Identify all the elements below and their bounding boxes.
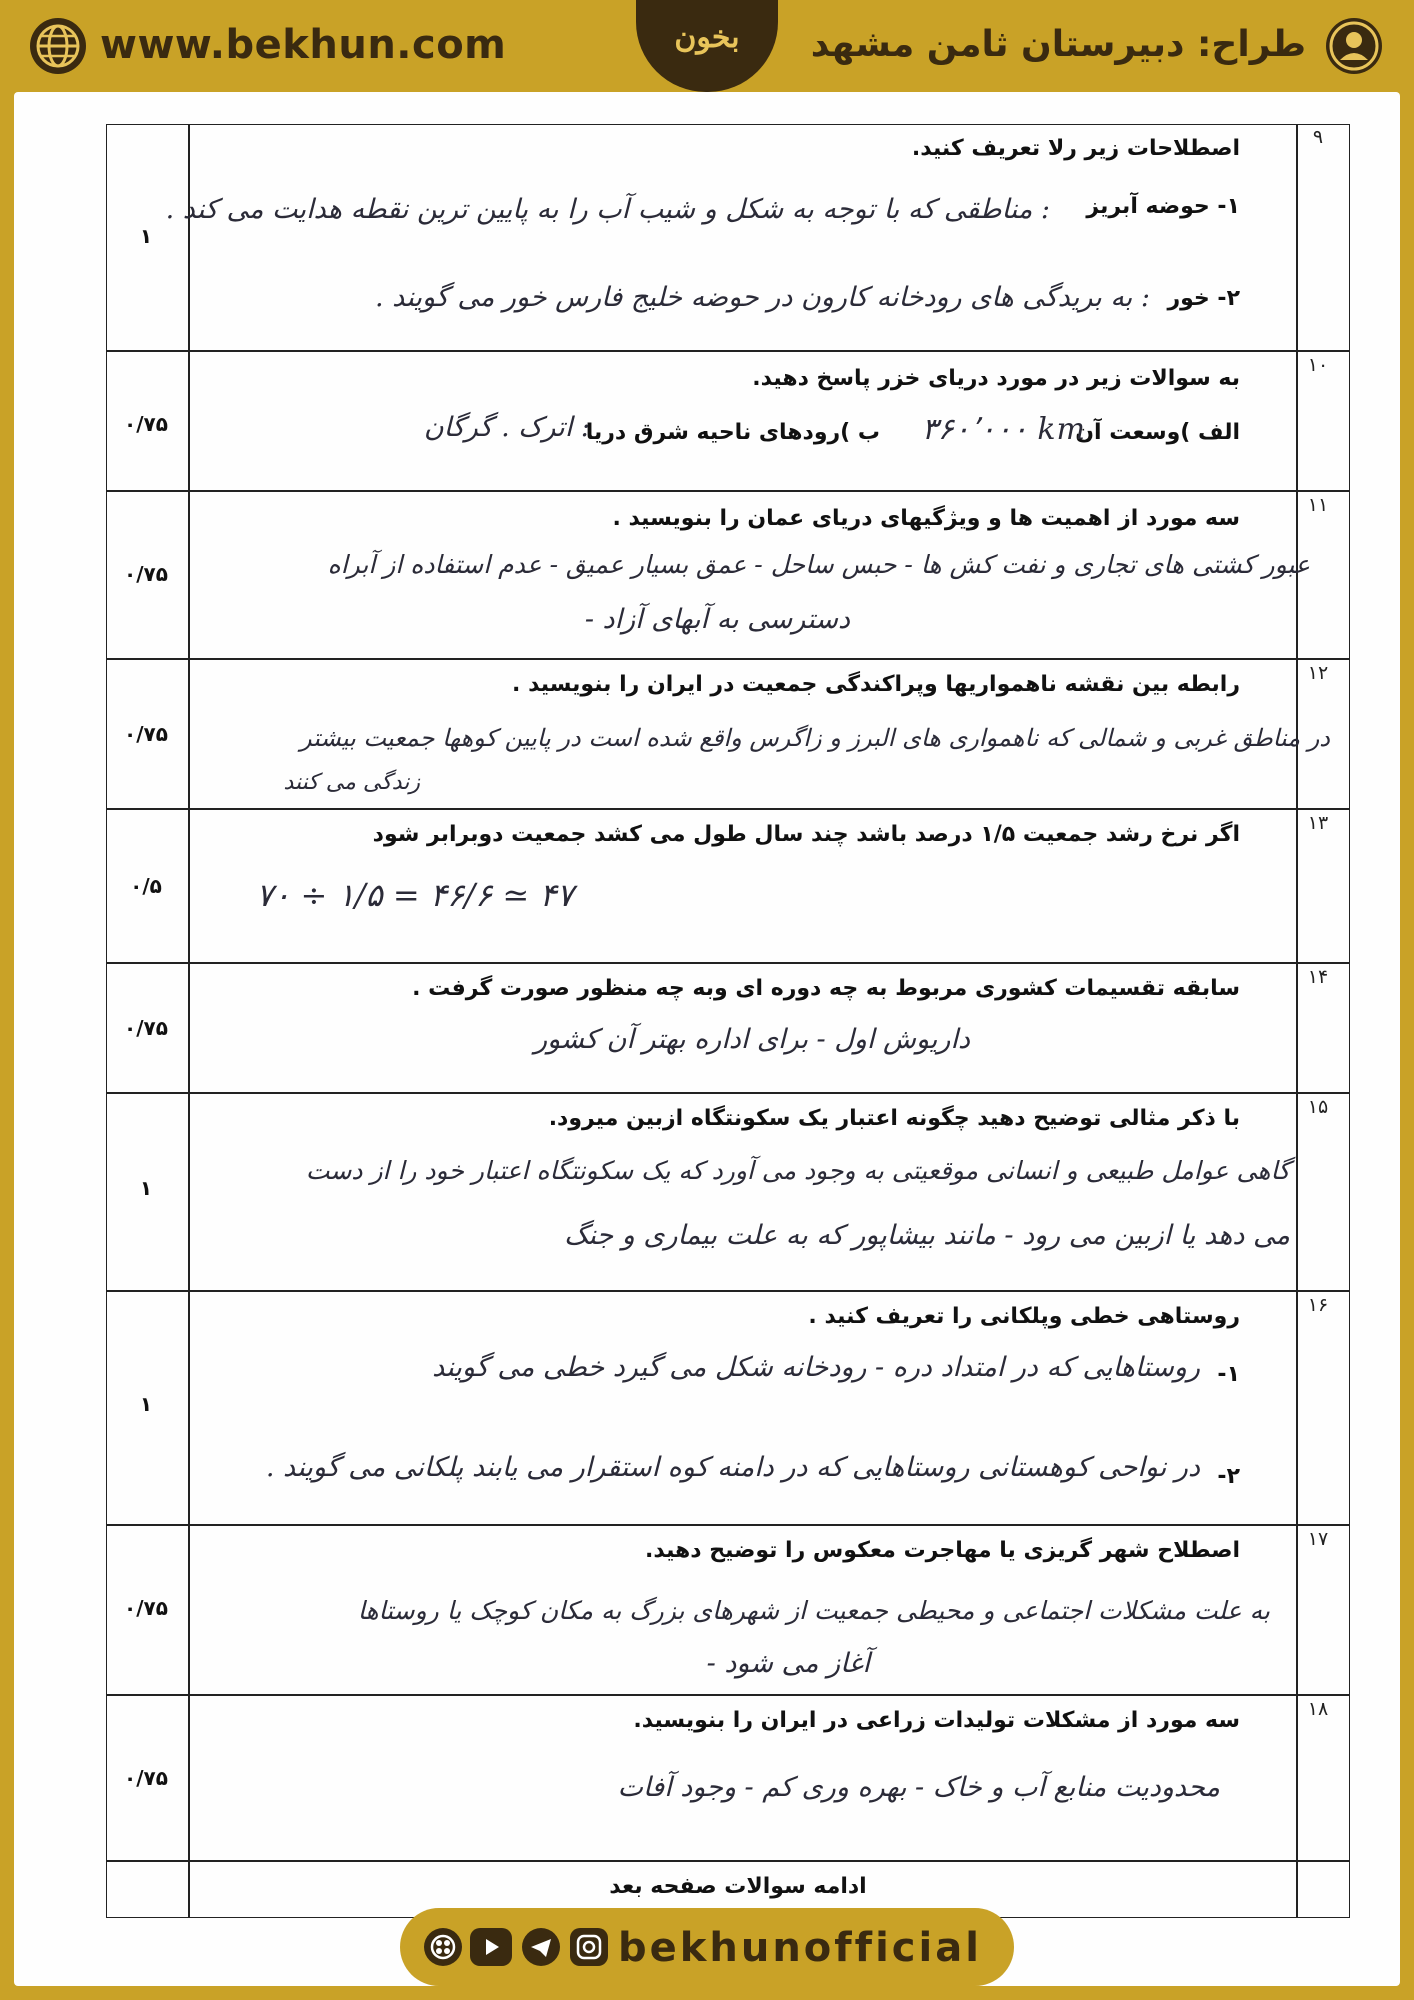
handwritten-answer: داریوش اول - برای اداره بهتر آن کشور — [534, 1024, 970, 1055]
handwritten-answer: در نواحی کوهستانی روستاهایی که در دامنه کوه استقرار می یابند پلکانی می گویند . — [265, 1452, 1200, 1483]
handwritten-answer: دسترسی به آبهای آزاد - — [584, 604, 850, 635]
sub-question-label: ۲- خور — [1167, 286, 1240, 311]
globe-icon — [30, 18, 86, 74]
sub-question-label: ۱- — [1217, 1362, 1240, 1387]
question-number: ۱۴ — [1307, 966, 1329, 988]
telegram-icon[interactable] — [522, 1928, 560, 1966]
question-score: ۰/۷۵ — [124, 412, 168, 436]
question-row — [106, 1094, 1350, 1292]
question-row — [106, 810, 1350, 964]
question-text: سه مورد از اهمیت ها و ویژگیهای دریای عمان را بنویسید . — [612, 506, 1240, 531]
question-row — [106, 492, 1350, 660]
question-text: اصطلاح شهر گریزی یا مهاجرت معکوس را توضیح دهید. — [645, 1538, 1240, 1563]
brand-logo — [636, 0, 778, 92]
sub-question-label: ۱- حوضه آبریز — [1086, 194, 1240, 219]
question-text: روستاهی خطی وپلکانی را تعریف کنید . — [808, 1304, 1240, 1329]
question-row — [106, 1526, 1350, 1696]
handwritten-answer: در مناطق غربی و شمالی که ناهمواری های البرز و زاگرس واقع شده است در پایین کوهها جمعیت بیشتر — [299, 724, 1330, 752]
handwritten-answer: به علت مشکلات اجتماعی و محیطی جمعیت از شهرهای بزرگ به مکان کوچک یا روستاها — [357, 1596, 1270, 1625]
question-score: ۰/۷۵ — [124, 722, 168, 746]
question-text: به سوالات زیر در مورد دریای خزر پاسخ دهید. — [752, 366, 1240, 391]
handwritten-answer: می دهد یا ازبین می رود - مانند بیشاپور که به علت بیماری و جنگ — [564, 1220, 1290, 1251]
handwritten-answer: آغاز می شود - — [706, 1648, 870, 1679]
question-score: ۰/۷۵ — [124, 562, 168, 586]
social-bar — [400, 1908, 1014, 1986]
question-score: ۱ — [139, 1176, 153, 1200]
handwritten-answer: ۷۰ ÷ ۱/۵ = ۴۶/۶ ≃ ۴۷ — [256, 876, 574, 914]
question-number: ۹ — [1312, 126, 1324, 148]
designer-credit: طراح: دبیرستان ثامن مشهد — [810, 24, 1306, 65]
question-score: ۰/۷۵ — [124, 1016, 168, 1040]
sub-question-label: ۲- — [1217, 1464, 1240, 1489]
continue-note: ادامه سوالات صفحه بعد — [609, 1874, 867, 1899]
question-score: ۱ — [139, 224, 153, 248]
question-row — [106, 124, 1350, 352]
user-icon — [1326, 18, 1382, 74]
question-number: ۱۸ — [1307, 1698, 1329, 1720]
question-row — [106, 964, 1350, 1094]
question-row — [106, 1292, 1350, 1526]
header-bar — [0, 0, 1414, 92]
handwritten-answer: : به بریدگی های رودخانه کارون در حوضه خلیج فارس خور می گویند . — [374, 282, 1150, 313]
logo-text: بخون — [674, 20, 740, 55]
question-text: با ذکر مثالی توضیح دهید چگونه اعتبار یک سکونتگاه ازبین میرود. — [548, 1106, 1240, 1131]
question-text: اگر نرخ رشد جمعیت ۱/۵ درصد باشد چند سال طول می کشد جمعیت دوبرابر شود — [372, 822, 1240, 847]
question-number: ۱۷ — [1307, 1528, 1329, 1550]
question-text: رابطه بین نقشه ناهمواریها وپراکندگی جمعیت در ایران را بنویسید . — [512, 672, 1240, 697]
handwritten-answer: گاهی عوامل طبیعی و انسانی موقعیتی به وجود می آورد که یک سکونتگاه اعتبار خود را از دست — [305, 1156, 1290, 1185]
sub-question-label: الف )وسعت آن — [1075, 420, 1240, 445]
question-row — [106, 352, 1350, 492]
question-score: ۰/۷۵ — [124, 1766, 168, 1790]
handwritten-answer: : اترک . گرگان — [423, 412, 590, 443]
youtube-icon[interactable] — [470, 1928, 512, 1966]
question-number: ۱۶ — [1307, 1294, 1329, 1316]
question-number: ۱۰ — [1307, 354, 1329, 376]
sub-question-label: ب )رودهای ناحیه شرق دریا — [585, 420, 880, 445]
question-text: اصطلاحات زیر رلا تعریف کنید. — [911, 136, 1240, 161]
question-row — [106, 1696, 1350, 1862]
website-link[interactable]: www.bekhun.com — [100, 22, 507, 68]
question-number: ۱۳ — [1307, 812, 1329, 834]
handwritten-answer: روستاهایی که در امتداد دره - رودخانه شکل می گیرد خطی می گویند — [432, 1352, 1200, 1383]
question-text: سابقه تقسیمات کشوری مربوط به چه دوره ای وبه چه منظور صورت گرفت . — [412, 976, 1240, 1001]
instagram-icon[interactable] — [570, 1928, 608, 1966]
aparat-icon[interactable] — [424, 1928, 462, 1966]
handwritten-answer: زندگی می کنند — [283, 770, 420, 795]
handwritten-answer: محدودیت منابع آب و خاک - بهره وری کم - وجود آفات — [617, 1772, 1220, 1803]
question-number: ۱۲ — [1307, 662, 1329, 684]
question-row — [106, 660, 1350, 810]
question-score: ۰/۷۵ — [124, 1596, 168, 1620]
handwritten-answer: عبور کشتی های تجاری و نفت کش ها - حبس ساحل - عمق بسیار عمیق - عدم استفاده از آبراه — [327, 550, 1310, 579]
handwritten-answer: ۳۶۰٬۰۰۰ km — [921, 412, 1086, 447]
handwritten-answer: : مناطقی که با توجه به شکل و شیب آب را به پایین ترین نقطه هدایت می کند . — [165, 194, 1050, 225]
question-text: سه مورد از مشکلات تولیدات زراعی در ایران را بنویسید. — [633, 1708, 1240, 1733]
question-score: ۱ — [139, 1392, 153, 1416]
question-score: ۰/۵ — [130, 874, 162, 898]
question-number: ۱۵ — [1307, 1096, 1329, 1118]
question-number: ۱۱ — [1307, 494, 1329, 516]
social-handle[interactable]: bekhunofficial — [618, 1925, 982, 1971]
